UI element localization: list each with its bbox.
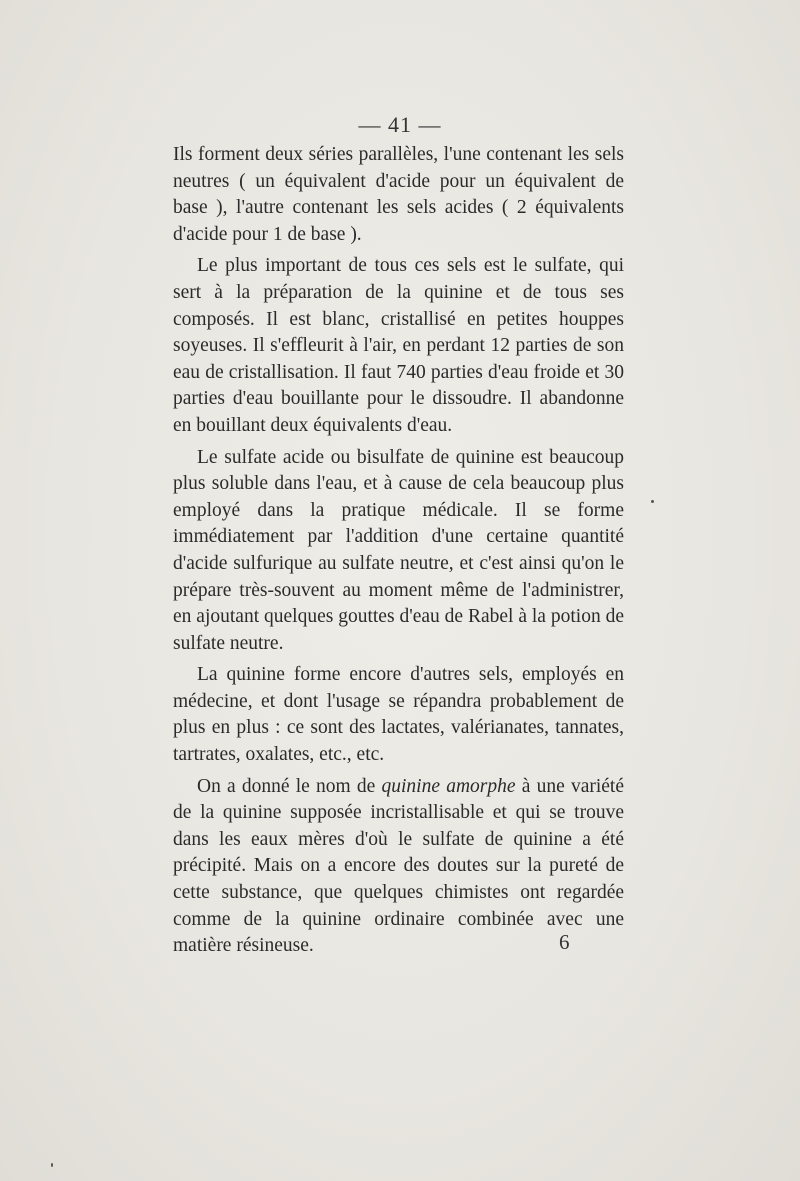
italic-term: quinine amorphe (381, 775, 516, 797)
body-text (173, 142, 624, 960)
paragraph-5-after: à une variété de la quinine supposée incristallisable et qui se trouve dans les eaux mères d'où le sulfate de quinine a été précipité. Mais on a encore des doutes sur la pureté de cette substance, que quelques chimistes ont regardée comme de la quinine ordinaire combinée avec une matière résineuse. (173, 775, 624, 957)
signature-mark: 6 (559, 930, 570, 954)
page-number: — 41 — (358, 112, 442, 137)
paragraph-4: La quinine forme encore d'autres sels, employés en médecine, et dont l'usage se répandra probablement de plus en plus : ce sont des lactates, valérianates, tannates, tartrates, oxalates, etc., etc. (173, 664, 624, 766)
paper-speck (51, 1163, 53, 1167)
paragraph-3: Le sulfate acide ou bisulfate de quinine est beaucoup plus soluble dans l'eau, et à cause de cela beaucoup plus employé dans la pratique médicale. Il se forme immédiatement par l'addition d'une certaine quantité d'acide sulfurique au sulfate neutre, et c'est ainsi qu'on le prépare très-souvent au moment même de l'administrer, en ajoutant quelques gouttes d'eau de Rabel à la potion de sulfate neutre. (173, 446, 624, 654)
paper-speck (651, 500, 654, 503)
paragraph-5-before: On a donné le nom de (197, 775, 382, 797)
paragraph-1: Ils forment deux séries parallèles, l'une contenant les sels neutres ( un équivalent d'acide pour un équivalent de base ), l'autre contenant les sels acides ( 2 équivalents d'acide pour 1 de base ). (173, 144, 624, 245)
paragraph-5 (173, 774, 624, 960)
paragraph-2: Le plus important de tous ces sels est le sulfate, qui sert à la préparation de la quinine et de tous ses composés. Il est blanc, cristallisé en petites houppes soyeuses. Il s'effleurit à l'air, en perdant 12 parties de son eau de cristallisation. Il faut 740 parties d'eau froide et 30 parties d'eau bouillante pour le dissoudre. Il abandonne en bouillant deux équivalents d'eau. (173, 255, 624, 436)
